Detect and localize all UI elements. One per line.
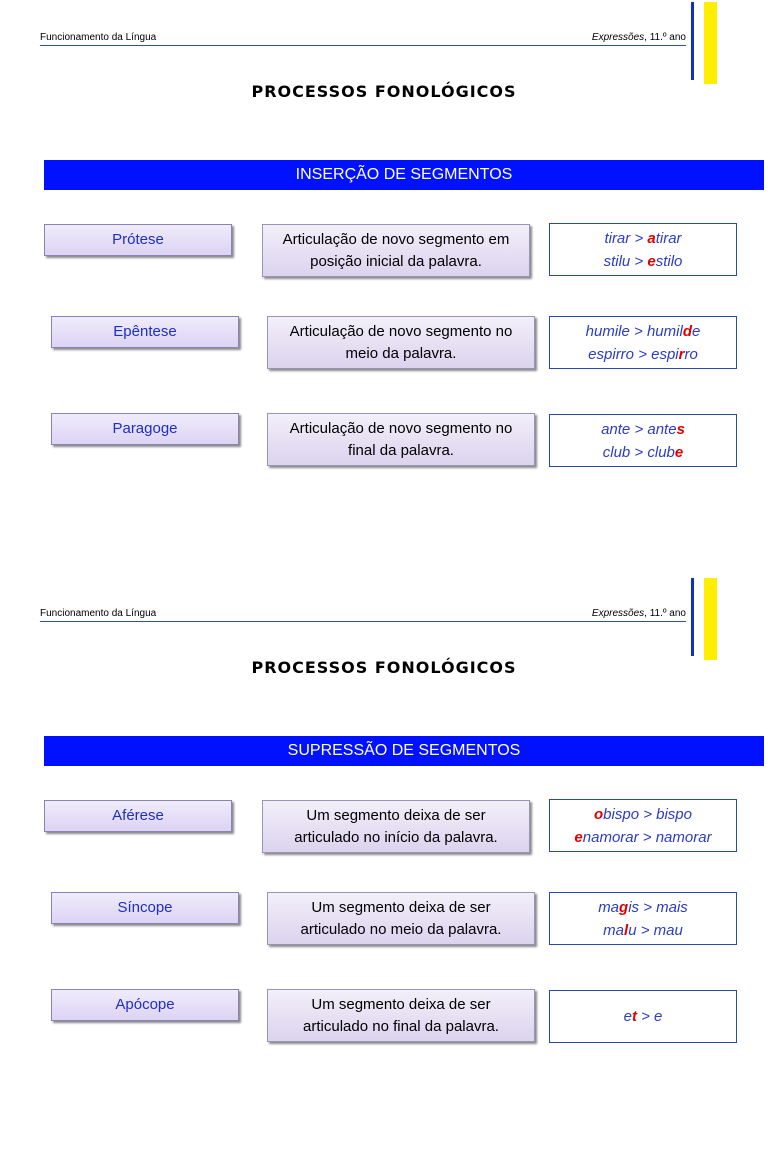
example-line: tirar > atirar	[604, 229, 682, 247]
section-banner: SUPRESSÃO DE SEGMENTOS	[44, 736, 764, 766]
blue-accent-bar	[691, 2, 694, 80]
page-insercao	[0, 0, 768, 575]
definition-box: Um segmento deixa de ser articulado no meio da palavra.	[267, 892, 535, 945]
definition-box: Um segmento deixa de ser articulado no início da palavra.	[262, 800, 530, 853]
page-supressao	[0, 576, 768, 1151]
example-box	[549, 990, 737, 1043]
definition-box: Articulação de novo segmento em posição inicial da palavra.	[262, 224, 530, 277]
header-book: Expressões, 11.º ano	[591, 608, 686, 619]
process-epentese: Epêntese	[51, 316, 239, 348]
process-apocope: Apócope	[51, 989, 239, 1021]
example-line: club > clube	[602, 443, 684, 461]
example-box	[549, 892, 737, 945]
blue-accent-bar	[691, 578, 694, 656]
section-banner: INSERÇÃO DE SEGMENTOS	[44, 160, 764, 190]
page-title: PROCESSOS FONOLÓGICOS	[251, 658, 517, 677]
example-box	[549, 414, 737, 467]
example-box	[549, 223, 737, 276]
header-subject: Funcionamento da Língua	[40, 32, 157, 43]
example-box	[549, 799, 737, 852]
header-subject: Funcionamento da Língua	[40, 608, 157, 619]
page-title: PROCESSOS FONOLÓGICOS	[251, 82, 517, 101]
example-line: stilu > estilo	[603, 252, 683, 270]
yellow-accent-bar	[704, 2, 717, 84]
example-line: ante > antes	[601, 420, 685, 438]
yellow-accent-bar	[704, 578, 717, 660]
example-line: magis > mais	[598, 898, 688, 916]
example-box	[549, 316, 737, 369]
definition-box: Um segmento deixa de ser articulado no final da palavra.	[267, 989, 535, 1042]
definition-box: Articulação de novo segmento no final da palavra.	[267, 413, 535, 466]
definition-box: Articulação de novo segmento no meio da palavra.	[267, 316, 535, 369]
example-line: espirro > espirro	[588, 345, 698, 363]
process-aferese: Aférese	[44, 800, 232, 832]
process-protese: Prótese	[44, 224, 232, 256]
header-book: Expressões, 11.º ano	[591, 32, 686, 43]
header-rule	[40, 45, 686, 46]
process-sincope: Síncope	[51, 892, 239, 924]
process-paragoge: Paragoge	[51, 413, 239, 445]
example-line: humile > humilde	[585, 322, 701, 340]
example-line: enamorar > namorar	[574, 828, 712, 846]
example-line: obispo > bispo	[594, 805, 692, 823]
example-line: et > e	[623, 1008, 663, 1025]
header-rule	[40, 621, 686, 622]
example-line: malu > mau	[603, 921, 683, 939]
